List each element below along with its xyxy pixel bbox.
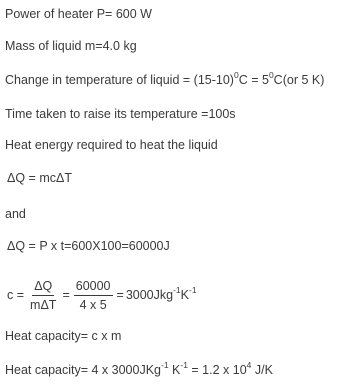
equals-sign-1: = xyxy=(62,288,70,302)
temperature-change-line xyxy=(5,69,325,88)
formula-lhs: c = xyxy=(7,288,25,302)
equals-sign-2: = xyxy=(116,288,124,302)
formula-result-sup-1: -1 xyxy=(173,284,181,295)
final-sup-1: -1 xyxy=(161,359,169,370)
formula-result-value: 3000Jkg xyxy=(125,288,174,302)
formula-result-k: K xyxy=(180,288,189,302)
temperature-change-prefix: Change in temperature of liquid = (15-10) xyxy=(5,73,234,87)
temperature-change-suffix: C(or 5 K) xyxy=(273,73,325,87)
fraction-1-denominator: mΔT xyxy=(30,297,57,312)
formula-result-sup-2: -1 xyxy=(189,284,197,295)
final-equals: = 1.2 x 10 xyxy=(187,363,247,377)
fraction-60000-4x5 xyxy=(74,278,113,313)
equation-pt: ΔQ = P x t=600X100=60000J xyxy=(7,239,170,253)
fraction-dq-mdt xyxy=(28,278,58,313)
and-line: and xyxy=(5,207,26,221)
final-unit: J/K xyxy=(251,363,273,377)
time-line: Time taken to raise its temperature =100s xyxy=(5,107,236,121)
heat-capacity-final xyxy=(5,359,273,378)
heat-capacity-formula xyxy=(5,270,197,320)
final-sup-3: 4 xyxy=(246,359,252,370)
power-line: Power of heater P= 600 W xyxy=(5,7,152,21)
fraction-1-numerator: ΔQ xyxy=(32,278,54,296)
fraction-2-numerator: 60000 xyxy=(74,278,113,296)
heat-capacity-definition: Heat capacity= c x m xyxy=(5,329,122,343)
temperature-change-mid: C = 5 xyxy=(238,73,269,87)
degree-symbol-2: 0 xyxy=(268,69,274,80)
heat-energy-line: Heat energy required to heat the liquid xyxy=(5,138,218,152)
formula-result xyxy=(125,284,197,302)
equation-mcdt: ΔQ = mcΔT xyxy=(7,171,72,185)
final-sup-2: -1 xyxy=(180,359,188,370)
degree-symbol-1: 0 xyxy=(233,69,239,80)
final-prefix: Heat capacity= 4 x 3000JKg xyxy=(5,363,161,377)
final-k: K xyxy=(168,363,181,377)
fraction-2-denominator: 4 x 5 xyxy=(79,297,107,312)
mass-line: Mass of liquid m=4.0 kg xyxy=(5,39,137,53)
